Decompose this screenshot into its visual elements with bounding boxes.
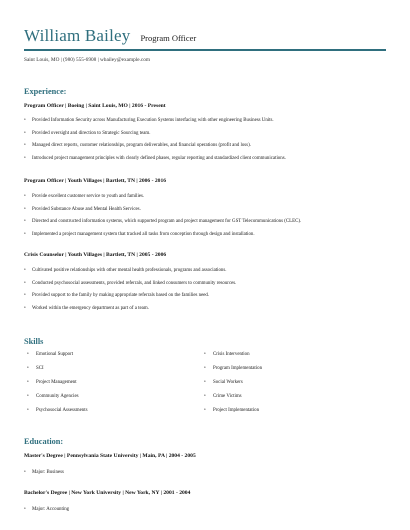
list-item: • Managed direct reports, customer relationships, program deliverables, and financial operations (profit and loss). [24,143,286,156]
list-item: • Worked within the emergency department as part of a team. [24,306,236,319]
list-item: • Provide excellent customer service to youth and families. [24,194,301,207]
header [24,26,196,48]
list-item: • Provided Substance Abuse and Mental Health Services. [24,207,301,220]
experience-heading: Experience: [24,87,67,96]
list-item: • Provided support to the family by making appropriate referrals based on the families need. [24,293,236,306]
skill-item: • Community Agencies [24,394,88,408]
skill-item: • Project Implementation [201,408,262,422]
job-heading-1: Program Officer | Boeing | Saint Louis, MO | 2016 - Present [24,103,166,109]
skill-item: • Crime Victims [201,394,262,408]
list-item: • Conducted psychosocial assessments, provided referrals, and linked consumers to community resources. [24,281,236,294]
skill-item: • SCI [24,366,88,380]
skill-item: • Project Management [24,380,88,394]
degree-2-details [24,507,69,520]
education-heading: Education: [24,437,64,446]
list-item: • Introduced project management principles with clearly defined phases, regular reporting and standardized client communications. [24,156,286,169]
list-item: • Major: Accounting [24,507,69,520]
list-item: • Directed and constructed information systems, which supported program and project management for GST Telecommunications (CLEC). [24,219,301,232]
list-item: • Major: Business [24,470,64,483]
contact-info: Saint Louis, MO | (980) 555-6908 | wbailey@example.com [24,57,151,63]
skills-left-column [24,352,88,422]
job-heading-3: Crisis Counselor | Youth Villages | Bartlett, TN | 2005 - 2006 [24,252,167,258]
job-1-bullets [24,118,286,168]
candidate-headline: Program Officer [140,33,197,43]
skill-item: • Program Implementation [201,366,262,380]
skill-item: • Crisis Intervention [201,352,262,366]
list-item: • Cultivated positive relationships with other mental health professionals, programs and associations. [24,268,236,281]
header-divider [24,49,386,51]
list-item: • Provided Information Security across Manufacturing Execution Systems interfacing with other engineering Business Units. [24,118,286,131]
skills-right-column [201,352,262,422]
skills-heading: Skills [24,337,44,346]
job-3-bullets [24,268,236,318]
degree-1-details [24,470,64,483]
job-heading-2: Program Officer | Youth Villages | Bartlett, TN | 2006 - 2016 [24,178,167,184]
skill-item: • Psychosocial Assessments [24,408,88,422]
degree-heading-1: Master's Degree | Pennsylvania State University | Main, PA | 2004 - 2005 [24,453,196,459]
skill-item: • Emotional Support [24,352,88,366]
candidate-name: William Bailey [24,26,131,45]
list-item: • Provided oversight and direction to Strategic Sourcing team. [24,131,286,144]
job-2-bullets [24,194,301,244]
list-item: • Implemented a project management system that tracked all tasks from conception through design and installation. [24,232,301,245]
skill-item: • Social Workers [201,380,262,394]
degree-heading-2: Bachelor's Degree | New York University | New York, NY | 2001 - 2004 [24,490,191,496]
